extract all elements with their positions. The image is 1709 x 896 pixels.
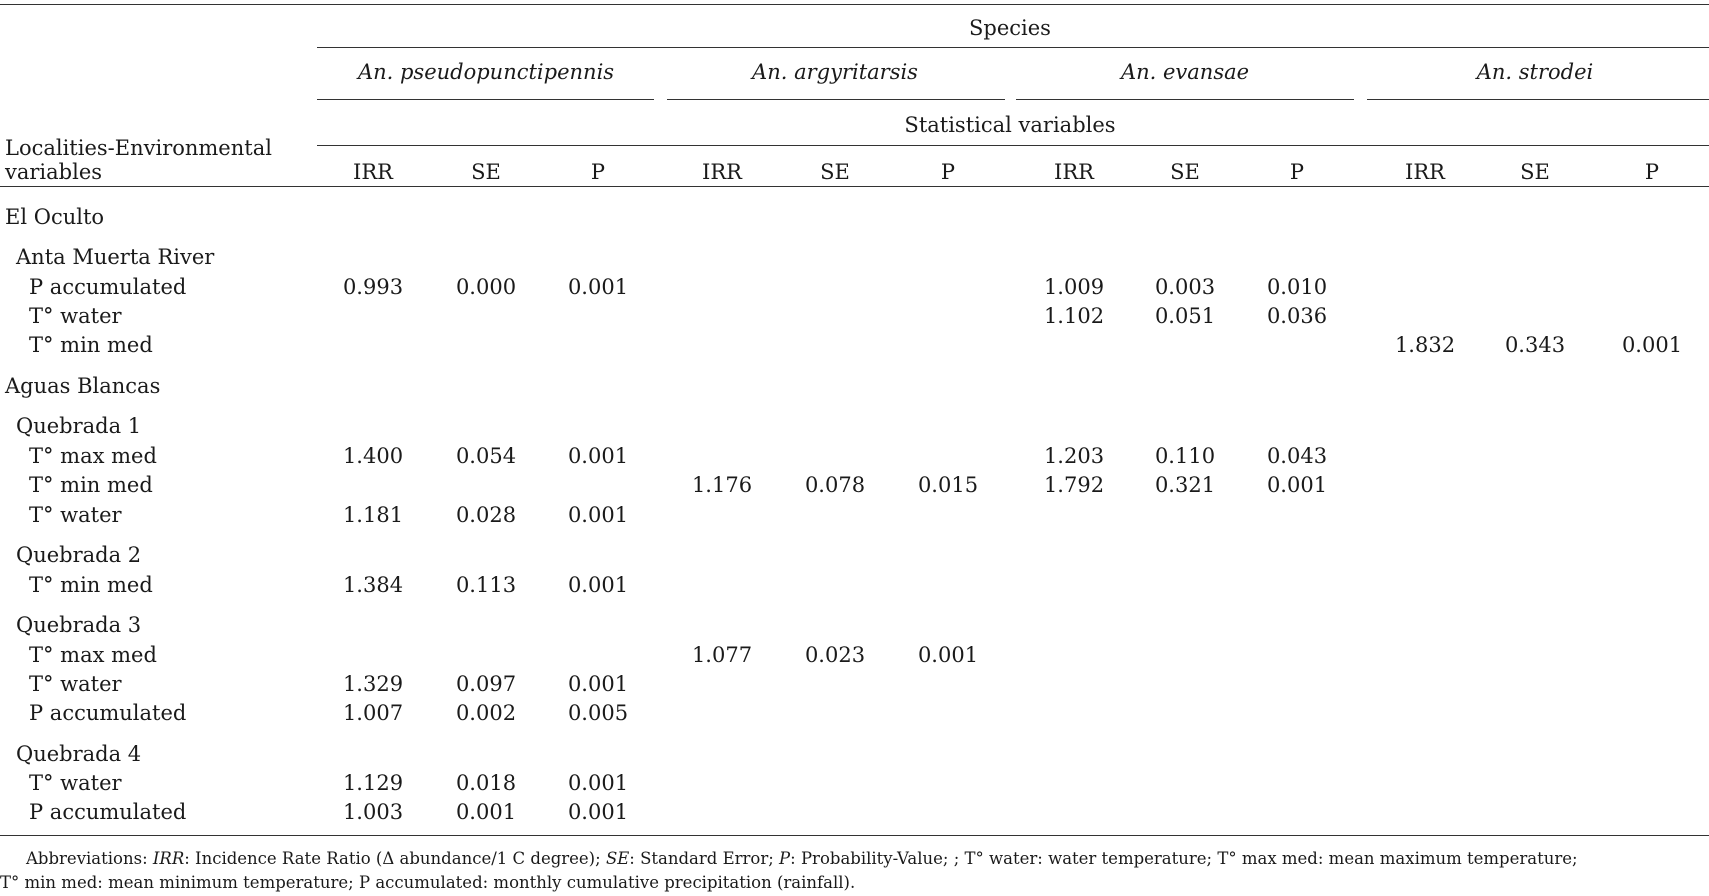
table-cell: 1.003	[342, 800, 404, 824]
stat-header-irr: IRR	[1405, 160, 1445, 184]
species-header-strodei: An. strodei	[1476, 60, 1594, 84]
stat-header-irr: IRR	[1054, 160, 1094, 184]
species-header: Species	[969, 16, 1051, 40]
stat-header-p: P	[1289, 160, 1305, 184]
stat-header-p: P	[1644, 160, 1660, 184]
stat-header-se: SE	[471, 160, 501, 184]
table-cell: 0.001	[567, 275, 629, 299]
species-underline-4	[1367, 99, 1709, 100]
table-cell: 1.009	[1043, 275, 1105, 299]
species-header-pseudopunctipennis: An. pseudopunctipennis	[357, 60, 615, 84]
table-cell: 0.018	[455, 771, 517, 795]
footnote-line-2: T° min med: mean minimum temperature; P accumulated: monthly cumulative precipitation (rainfall).	[0, 873, 856, 892]
table-cell: 1.077	[691, 643, 753, 667]
table-cell: 0.113	[455, 573, 517, 597]
site-label: Quebrada 4	[16, 742, 142, 766]
site-label: Quebrada 3	[16, 613, 142, 637]
species-underline-1	[317, 99, 654, 100]
variable-label: T° min med	[29, 573, 153, 597]
table-cell: 1.181	[342, 503, 404, 527]
table-cell: 0.110	[1154, 444, 1216, 468]
variable-label: P accumulated	[29, 800, 187, 824]
table-cell: 1.007	[342, 701, 404, 725]
table-cell: 1.792	[1043, 473, 1105, 497]
statistical-rule	[317, 145, 1709, 146]
table-cell: 0.023	[804, 643, 866, 667]
table-cell: 1.102	[1043, 304, 1105, 328]
stat-header-p: P	[590, 160, 606, 184]
table-cell: 0.054	[455, 444, 517, 468]
table-cell: 1.329	[342, 672, 404, 696]
variable-label: T° water	[29, 771, 122, 795]
table-cell: 0.321	[1154, 473, 1216, 497]
table-cell: 1.129	[342, 771, 404, 795]
variable-label: T° max med	[29, 643, 157, 667]
table-cell: 0.343	[1504, 333, 1566, 357]
stat-header-irr: IRR	[353, 160, 393, 184]
table-cell: 0.097	[455, 672, 517, 696]
table-cell: 0.002	[455, 701, 517, 725]
table-cell: 0.015	[917, 473, 979, 497]
table-cell: 0.001	[1266, 473, 1328, 497]
top-rule	[0, 4, 1709, 5]
stat-header-irr: IRR	[702, 160, 742, 184]
table-cell: 0.001	[455, 800, 517, 824]
table-cell: 1.384	[342, 573, 404, 597]
header-bottom-rule	[0, 186, 1709, 187]
table-cell: 0.000	[455, 275, 517, 299]
table-cell: 0.051	[1154, 304, 1216, 328]
variable-label: T° max med	[29, 444, 157, 468]
stat-header-p: P	[940, 160, 956, 184]
table-cell: 0.001	[567, 503, 629, 527]
species-underline-2	[667, 99, 1005, 100]
row-label-header-line2: variables	[5, 160, 103, 184]
table-cell: 0.001	[917, 643, 979, 667]
bottom-rule	[0, 835, 1709, 836]
site-label: Quebrada 2	[16, 543, 142, 567]
variable-label: T° min med	[29, 333, 153, 357]
site-label: Quebrada 1	[16, 414, 142, 438]
table-cell: 0.028	[455, 503, 517, 527]
variable-label: T° water	[29, 304, 122, 328]
species-header-evansae: An. evansae	[1120, 60, 1250, 84]
row-label-header-line1: Localities-Environmental	[5, 136, 272, 160]
stat-header-se: SE	[1170, 160, 1200, 184]
stat-header-se: SE	[1520, 160, 1550, 184]
footnote-line-1: Abbreviations: IRR: Incidence Rate Ratio (Δ abundance/1 C degree); SE: Standard Error; P: Probability-Value; ; T° water: water temperature; T° max med: mean maximum temperature;	[26, 849, 1578, 868]
table-cell: 0.043	[1266, 444, 1328, 468]
table-cell: 0.001	[567, 771, 629, 795]
variable-label: T° water	[29, 672, 122, 696]
table-cell: 0.078	[804, 473, 866, 497]
site-label: Anta Muerta River	[16, 245, 215, 269]
locality-label: Aguas Blancas	[5, 374, 161, 398]
table-cell: 0.010	[1266, 275, 1328, 299]
species-underline-3	[1016, 99, 1354, 100]
variable-label: T° min med	[29, 473, 153, 497]
species-header-argyritarsis: An. argyritarsis	[752, 60, 918, 84]
locality-label: El Oculto	[5, 205, 105, 229]
table-cell: 0.005	[567, 701, 629, 725]
table-cell: 1.400	[342, 444, 404, 468]
table-cell: 0.001	[567, 573, 629, 597]
table-cell: 0.001	[567, 672, 629, 696]
stat-header-se: SE	[820, 160, 850, 184]
table-cell: 0.001	[567, 444, 629, 468]
variable-label: P accumulated	[29, 275, 187, 299]
table-cell: 1.176	[691, 473, 753, 497]
table-cell: 0.001	[1621, 333, 1683, 357]
table-cell: 1.832	[1394, 333, 1456, 357]
table-cell: 0.003	[1154, 275, 1216, 299]
table-cell: 0.993	[342, 275, 404, 299]
variable-label: P accumulated	[29, 701, 187, 725]
table-cell: 1.203	[1043, 444, 1105, 468]
variable-label: T° water	[29, 503, 122, 527]
statistical-variables-header: Statistical variables	[904, 113, 1116, 137]
table-cell: 0.036	[1266, 304, 1328, 328]
table-cell: 0.001	[567, 800, 629, 824]
species-rule	[317, 47, 1709, 48]
